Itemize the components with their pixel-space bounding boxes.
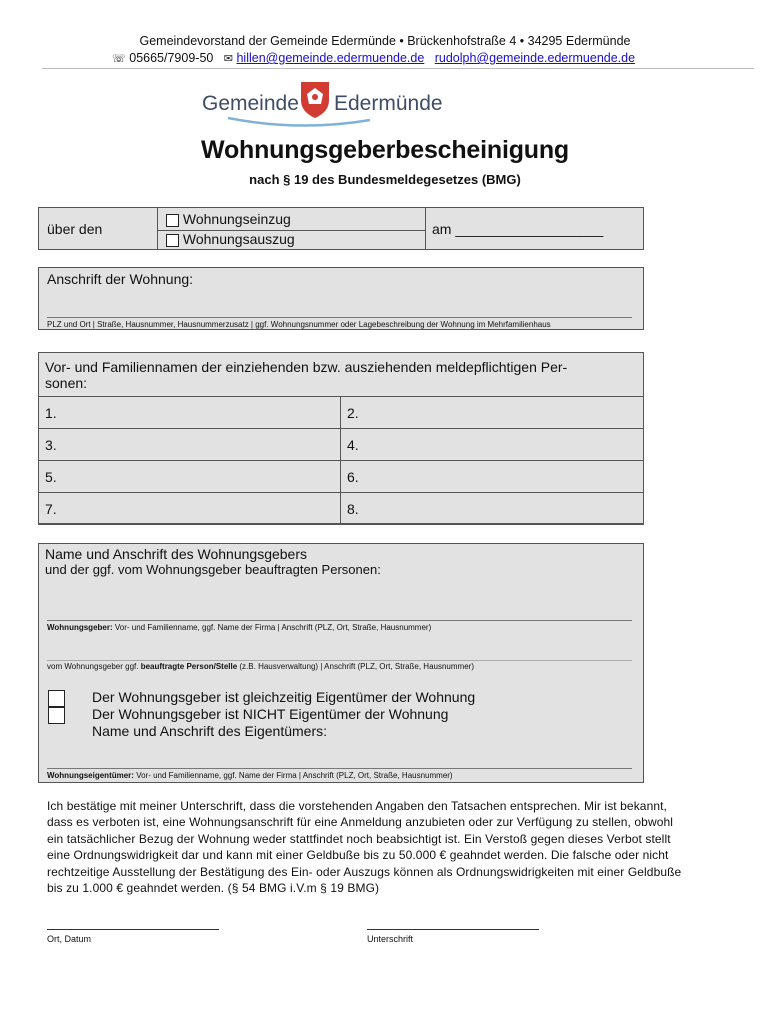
signature-label: Unterschrift (367, 934, 414, 944)
logo-swoosh (228, 118, 370, 126)
owner-hint-rest: Vor- und Familienname, ggf. Name der Firma | Anschrift (PLZ, Ort, Straße, Hausnummer) (133, 771, 453, 780)
logo-text-left: Gemeinde (202, 92, 299, 115)
landlord-hint (47, 623, 431, 632)
apartment-address-box (38, 267, 644, 330)
table-row (39, 429, 644, 461)
person-field-7[interactable]: 7. (39, 493, 341, 525)
move-out-option[interactable] (166, 231, 295, 247)
declaration-line-4: eine Ordnungswidrigkeit dar und kann mit einer Geldbuße bis zu 50.000 € geahndet werden. Die falsche oder nicht (47, 848, 669, 863)
place-date-label: Ort, Datum (47, 934, 92, 944)
move-date-field[interactable]: am ___________________ (432, 221, 604, 237)
move-type-divider-right (425, 208, 426, 249)
persons-heading (45, 359, 567, 391)
owner-name-label: Name und Anschrift des Eigentümers: (92, 723, 328, 739)
agent-hint-bold: beauftragte Person/Stelle (140, 662, 238, 671)
declaration-line-5: rechtzeitige Ausstellung der Bestätigung des Ein- oder Auszugs können als Ordnungswidrigkeiten mit einer Geldbuße (47, 864, 682, 879)
person-field-2[interactable]: 2. (341, 397, 644, 429)
persons-table (38, 396, 644, 525)
move-in-checkbox[interactable] (166, 214, 179, 227)
apartment-address-label: Anschrift der Wohnung: (47, 271, 194, 287)
municipality-logo (200, 80, 460, 130)
persons-box (38, 352, 644, 524)
owner-hint (47, 771, 453, 780)
owner-input-line[interactable] (47, 768, 632, 769)
person-field-3[interactable]: 3. (39, 429, 341, 461)
owner-no-label: Der Wohnungsgeber ist NICHT Eigentümer der Wohnung (92, 706, 449, 722)
landlord-hint-rest: Vor- und Familienname, ggf. Name der Firma | Anschrift (PLZ, Ort, Straße, Hausnummer) (112, 623, 432, 632)
declaration-line-1: Ich bestätige mit meiner Unterschrift, dass die vorstehenden Angaben den Tatsachen entsprechen. Mir ist bekannt, (47, 799, 667, 813)
table-row (39, 493, 644, 525)
agent-hint-pre: vom Wohnungsgeber ggf. (47, 662, 141, 671)
declaration-line-3: ein tatsächlicher Bezug der Wohnung weder stattfindet noch beabsichtigt ist. Ein Verstoß gegen dieses Verbot stellt (47, 831, 671, 846)
persons-heading-line2: sonen: (45, 375, 88, 391)
owner-yes-label: Der Wohnungsgeber ist gleichzeitig Eigentümer der Wohnung (92, 689, 476, 705)
landlord-subheading: und der ggf. vom Wohnungsgeber beauftragten Personen: (45, 562, 381, 577)
landlord-heading: Name und Anschrift des Wohnungsgebers (45, 546, 308, 562)
landlord-hint-bold: Wohnungsgeber: (47, 623, 113, 632)
table-row (39, 397, 644, 429)
place-date-line[interactable] (47, 929, 219, 930)
email-link-rudolph[interactable]: rudolph@gemeinde.edermuende.de (434, 51, 636, 65)
contact-line (112, 51, 635, 65)
phone-number: 05665/7909-50 (129, 51, 214, 65)
person-field-8[interactable]: 8. (341, 493, 644, 525)
person-field-5[interactable]: 5. (39, 461, 341, 493)
authority-address: Gemeindevorstand der Gemeinde Edermünde • Brückenhofstraße 4 • 34295 Edermünde (139, 34, 631, 48)
declaration-text (47, 798, 737, 896)
owner-no-checkbox[interactable] (48, 707, 65, 724)
agent-input-line[interactable] (47, 660, 632, 661)
header-divider (42, 68, 754, 69)
person-field-1[interactable]: 1. (39, 397, 341, 429)
agent-hint (47, 662, 474, 671)
move-type-box (38, 207, 644, 250)
signature-line[interactable] (367, 929, 539, 930)
owner-hint-bold: Wohnungseigentümer: (47, 771, 134, 780)
mail-icon: ✉ (223, 53, 233, 65)
declaration-line-6: bis zu 1.000 € geahndet werden. (§ 54 BMG i.V.m § 19 BMG) (47, 881, 380, 896)
table-row (39, 461, 644, 493)
move-in-option[interactable] (166, 211, 291, 227)
apartment-address-hint: PLZ und Ort | Straße, Hausnummer, Hausnummerzusatz | ggf. Wohnungsnummer oder Lagebeschreibung der Wohnung im Mehrfamilienhaus (47, 320, 551, 329)
owner-yes-checkbox[interactable] (48, 690, 65, 707)
move-in-label: Wohnungseinzug (182, 211, 291, 227)
person-field-6[interactable]: 6. (341, 461, 644, 493)
move-out-checkbox[interactable] (166, 234, 179, 247)
agent-hint-rest: (z.B. Hausverwaltung) | Anschrift (PLZ, Ort, Straße, Hausnummer) (237, 662, 474, 671)
move-out-label: Wohnungsauszug (182, 231, 295, 247)
coat-of-arms-icon (301, 82, 329, 118)
document-subtitle: nach § 19 des Bundesmeldegesetzes (BMG) (249, 172, 521, 187)
persons-heading-line1: Vor- und Familiennamen der einziehenden bzw. ausziehenden meldepflichtigen Per- (45, 359, 568, 375)
logo-text-right: Edermünde (334, 92, 443, 115)
move-type-label: über den (47, 221, 103, 237)
email-link-hillen[interactable]: hillen@gemeinde.edermuende.de (236, 51, 425, 65)
apartment-address-input-line[interactable] (47, 317, 632, 318)
document-title: Wohnungsgeberbescheinigung (201, 136, 569, 164)
move-type-divider-left (157, 208, 158, 249)
person-field-4[interactable]: 4. (341, 429, 644, 461)
landlord-input-line[interactable] (47, 620, 632, 621)
declaration-line-2: dass es verboten ist, eine Wohnungsanschrift für eine Anmeldung anzubieten oder zur Verfügung zu stellen, obwohl (47, 815, 674, 830)
landlord-box (38, 543, 644, 783)
phone-icon: ☏ (112, 53, 126, 65)
